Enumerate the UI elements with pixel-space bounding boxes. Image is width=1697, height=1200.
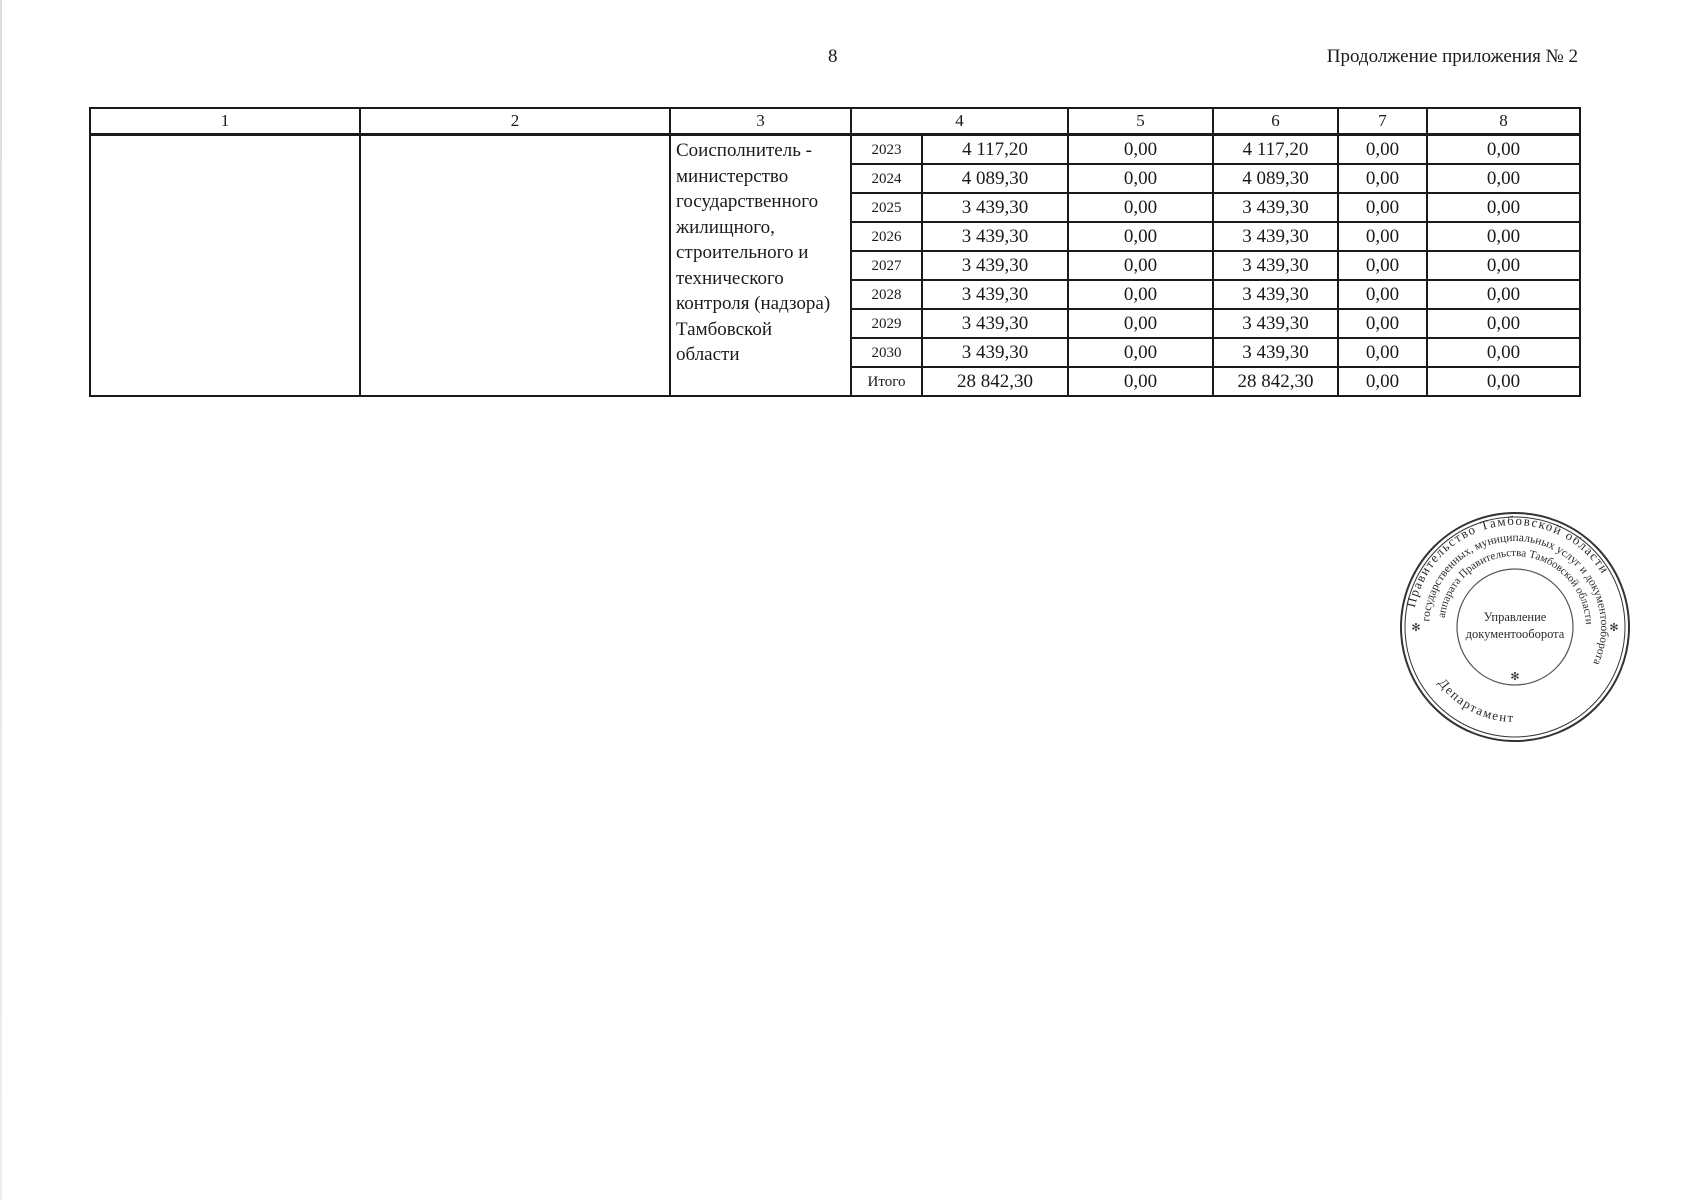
executor-line: государственного [676, 191, 819, 212]
value-col6: 3 439,30 [1213, 338, 1338, 367]
total-col7: 0,00 [1338, 367, 1427, 396]
col-header-3: 3 [670, 108, 851, 135]
value-col7: 0,00 [1338, 164, 1427, 193]
col-header-1: 1 [90, 108, 360, 135]
co-executor-cell [670, 135, 851, 397]
value-col5: 0,00 [1068, 338, 1213, 367]
value-col7: 0,00 [1338, 251, 1427, 280]
stamp-star-icon: ✻ [1510, 671, 1520, 683]
value-col6: 3 439,30 [1213, 280, 1338, 309]
value-col7: 0,00 [1338, 135, 1427, 165]
total-col6: 28 842,30 [1213, 367, 1338, 396]
stamp-bottom-text: Департамент [1435, 675, 1515, 726]
value-col4: 4 089,30 [922, 164, 1068, 193]
value-col8: 0,00 [1427, 251, 1580, 280]
col-header-8: 8 [1427, 108, 1580, 135]
cell-col1-empty [90, 135, 360, 397]
executor-line: жилищного, [676, 216, 775, 238]
executor-line: министерство [676, 165, 789, 187]
col-header-7: 7 [1338, 108, 1427, 135]
page-number: 8 [828, 46, 838, 67]
value-col4: 3 439,30 [922, 338, 1068, 367]
cell-col2-empty [360, 135, 670, 397]
value-col5: 0,00 [1068, 164, 1213, 193]
year-cell: 2024 [851, 164, 922, 193]
col-header-5: 5 [1068, 108, 1213, 135]
value-col8: 0,00 [1427, 222, 1580, 251]
stamp-star-icon: ✻ [1411, 622, 1421, 634]
executor-line: Соисполнитель - [676, 140, 812, 161]
stamp-outer-text: Правительство Тамбовской области [1402, 512, 1614, 609]
year-cell: 2028 [851, 280, 922, 309]
column-number-row [90, 108, 1580, 135]
value-col6: 3 439,30 [1213, 222, 1338, 251]
value-col6: 3 439,30 [1213, 309, 1338, 338]
value-col7: 0,00 [1338, 309, 1427, 338]
year-cell: 2030 [851, 338, 922, 367]
executor-line: строительного и [676, 242, 809, 263]
scan-edge [0, 0, 2, 1200]
value-col5: 0,00 [1068, 251, 1213, 280]
col-header-4: 4 [851, 108, 1068, 135]
year-cell: 2029 [851, 309, 922, 338]
value-col5: 0,00 [1068, 222, 1213, 251]
col-header-6: 6 [1213, 108, 1338, 135]
value-col7: 0,00 [1338, 193, 1427, 222]
value-col8: 0,00 [1427, 338, 1580, 367]
stamp-inner-text: аппарата Правительства Тамбовской области [1435, 546, 1595, 625]
value-col7: 0,00 [1338, 338, 1427, 367]
value-col5: 0,00 [1068, 193, 1213, 222]
stamp-center-line1: Управление [1483, 610, 1547, 624]
total-label-cell: Итого [851, 367, 922, 396]
value-col6: 3 439,30 [1213, 193, 1338, 222]
value-col8: 0,00 [1427, 135, 1580, 165]
value-col4: 3 439,30 [922, 222, 1068, 251]
value-col7: 0,00 [1338, 222, 1427, 251]
value-col4: 4 117,20 [922, 135, 1068, 165]
stamp-star-icon: ✻ [1609, 622, 1619, 634]
value-col4: 3 439,30 [922, 251, 1068, 280]
executor-line: Тамбовской [676, 318, 772, 340]
col-header-2: 2 [360, 108, 670, 135]
value-col6: 3 439,30 [1213, 251, 1338, 280]
year-cell: 2027 [851, 251, 922, 280]
value-col8: 0,00 [1427, 193, 1580, 222]
executor-line: контроля (надзора) [676, 293, 831, 314]
budget-table [89, 107, 1581, 397]
value-col4: 3 439,30 [922, 193, 1068, 222]
appendix-continuation-label: Продолжение приложения № 2 [1326, 46, 1578, 67]
total-col5: 0,00 [1068, 367, 1213, 396]
value-col4: 3 439,30 [922, 309, 1068, 338]
year-cell: 2023 [851, 135, 922, 165]
value-col6: 4 117,20 [1213, 135, 1338, 165]
value-col8: 0,00 [1427, 309, 1580, 338]
value-col8: 0,00 [1427, 164, 1580, 193]
executor-line: технического [676, 267, 784, 289]
year-cell: 2026 [851, 222, 922, 251]
value-col5: 0,00 [1068, 309, 1213, 338]
stamp-center-line2: документооборота [1465, 627, 1565, 641]
value-col4: 3 439,30 [922, 280, 1068, 309]
total-col4: 28 842,30 [922, 367, 1068, 396]
value-col5: 0,00 [1068, 280, 1213, 309]
total-col8: 0,00 [1427, 367, 1580, 396]
value-col5: 0,00 [1068, 135, 1213, 165]
official-stamp [1398, 510, 1632, 744]
stamp-middle-text: государственных, муниципальных услуг и документооборота [1420, 531, 1611, 667]
value-col6: 4 089,30 [1213, 164, 1338, 193]
executor-line: области [676, 344, 740, 365]
year-cell: 2025 [851, 193, 922, 222]
value-col7: 0,00 [1338, 280, 1427, 309]
value-col8: 0,00 [1427, 280, 1580, 309]
table-row [90, 135, 1580, 165]
